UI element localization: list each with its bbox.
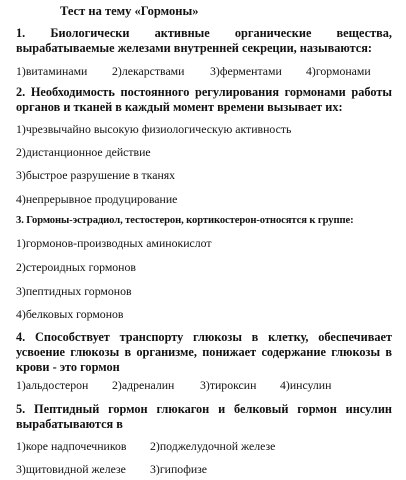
question-2-option-2: 2)дистанционное действие bbox=[16, 145, 151, 159]
question-1-option-4: 4)гормонами bbox=[306, 64, 371, 78]
question-3-option-3: 3)пептидных гормонов bbox=[16, 284, 132, 298]
question-4-option-3: 3)тироксин bbox=[200, 378, 257, 392]
question-3-option-2: 2)стероидных гормонов bbox=[16, 260, 136, 274]
question-1-option-1: 1)витаминами bbox=[16, 64, 88, 78]
question-5-option-1: 1)коре надпочечников bbox=[16, 439, 127, 453]
question-4-text: 4. Способствует транспорту глюкозы в клетку, обеспечивает усвоение глюкозы в организме, понижает содержание глюкозы в крови - это гормон bbox=[16, 330, 392, 374]
document-title: Тест на тему «Гормоны» bbox=[60, 4, 199, 18]
question-2-option-1: 1)чрезвычайно высокую физиологическую активность bbox=[16, 122, 292, 136]
question-3-text: 3. Гормоны-эстрадиол, тестостерон, кортикостерон-относятся к группе: bbox=[16, 215, 354, 226]
question-4-option-2: 2)адреналин bbox=[112, 378, 175, 392]
question-2-option-4: 4)непрерывное продуцирование bbox=[16, 192, 178, 206]
question-1-text: 1. Биологически активные органические вещества, вырабатываемые железами внутренней секреции, называются: bbox=[16, 26, 392, 55]
question-5-option-4: 3)гипофизе bbox=[150, 462, 208, 476]
question-3-option-4: 4)белковых гормонов bbox=[16, 307, 124, 321]
question-5-option-2: 2)поджелудочной железе bbox=[150, 439, 276, 453]
question-5-text: 5. Пептидный гормон глюкагон и белковый гормон инсулин вырабатываются в bbox=[16, 402, 392, 431]
question-5-option-3: 3)щитовидной железе bbox=[16, 462, 126, 476]
question-4-option-1: 1)альдостерон bbox=[16, 378, 89, 392]
question-1-option-2: 2)лекарствами bbox=[112, 64, 185, 78]
question-1-option-3: 3)ферментами bbox=[210, 64, 282, 78]
question-2-text: 2. Необходимость постоянного регулирования гормонами работы органов и тканей в каждый момент времени вызывает их: bbox=[16, 85, 392, 114]
question-4-option-4: 4)инсулин bbox=[280, 378, 332, 392]
question-2-option-3: 3)быстрое разрушение в тканях bbox=[16, 168, 176, 182]
question-3-option-1: 1)гормонов-производных аминокислот bbox=[16, 236, 212, 250]
